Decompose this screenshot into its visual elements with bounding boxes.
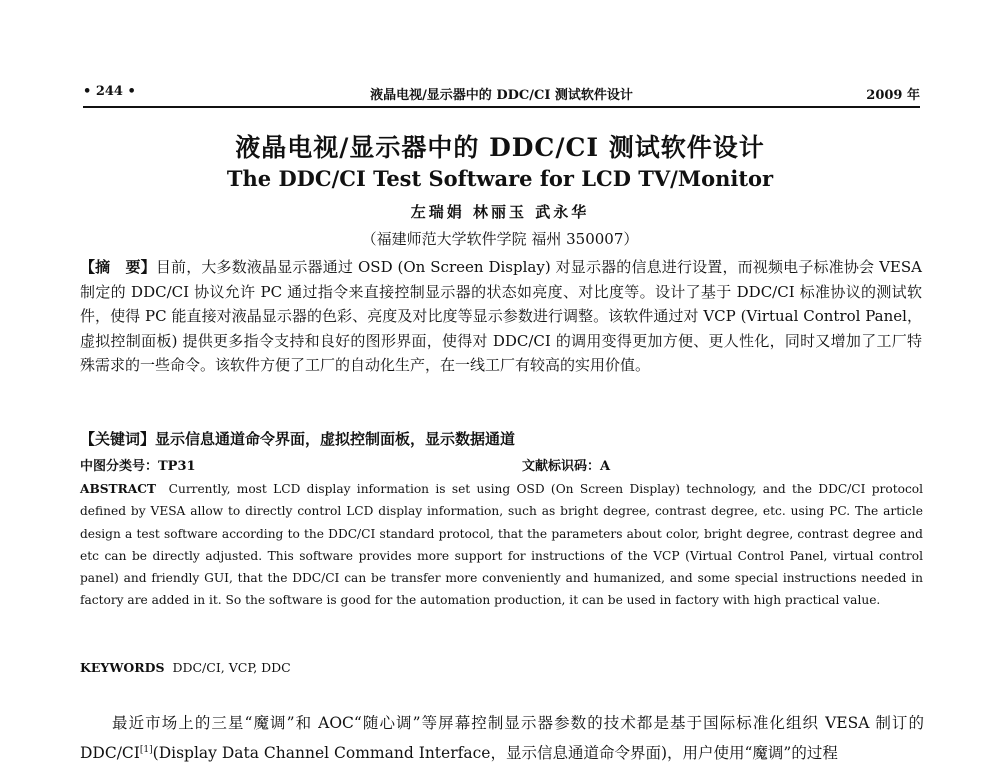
title-chinese: 液晶电视/显示器中的 DDC/CI 测试软件设计 bbox=[235, 133, 765, 162]
keywords-english-text: DDC/CI, VCP, DDC bbox=[172, 660, 291, 675]
keywords-chinese bbox=[80, 428, 515, 449]
keywords-chinese-label: 【关键词】 bbox=[80, 430, 156, 448]
affiliation: （福建师范大学软件学院 福州 350007） bbox=[361, 230, 639, 248]
document-code: 文献标识码：A bbox=[522, 459, 611, 474]
keywords-chinese-text: 显示信息通道命令界面，虚拟控制面板，显示数据通道 bbox=[155, 430, 516, 448]
classification-number: 中图分类号：TP31 bbox=[80, 459, 196, 474]
page-number: • 244 • bbox=[83, 84, 136, 99]
author-list: 左瑞娟 林丽玉 武永华 bbox=[410, 203, 590, 221]
publication-year: 2009 年 bbox=[866, 88, 920, 103]
abstract-chinese bbox=[80, 255, 922, 378]
keywords-english bbox=[80, 660, 291, 675]
title-english: The DDC/CI Test Software for LCD TV/Monitor bbox=[226, 166, 774, 191]
body-text-part-2: (Display Data Channel Command Interface，显示信息通道命令界面)，用户使用“魔调”的过程 bbox=[152, 744, 838, 763]
abstract-english bbox=[80, 478, 923, 612]
abstract-english-label: ABSTRACT bbox=[80, 482, 156, 496]
body-text-part-1: 最近市场上的三星“魔调”和 AOC“随心调”等屏幕控制显示器参数的技术都是基于国际标准化组织 VESA 制订的 DDC/CI bbox=[80, 714, 924, 763]
citation-reference: [1] bbox=[139, 745, 153, 755]
abstract-english-text: Currently, most LCD display information is set using OSD (On Screen Display) technology, and the DDC/CI protocol defined by VESA allow to directly control LCD display information, such as bright degree, contrast degree, etc. using PC. The article design a test software according to the DDC/CI standard protocol, that the parameters about color, bright degree, contrast degree and etc can be directly adjusted. This software provides more support for instructions of the VCP (Virtual Control Panel, virtual control panel) and friendly GUI, that the DDC/CI can be transfer more conveniently and humanized, and some special instructions needed in factory are added in it. So the software is good for the automation production, it can be used in factory with high practical value. bbox=[80, 482, 924, 608]
keywords-english-label: KEYWORDS bbox=[80, 660, 165, 675]
body-paragraph bbox=[80, 710, 924, 767]
abstract-chinese-text: 目前，大多数液晶显示器通过 OSD (On Screen Display) 对显示器的信息进行设置，而视频电子标准协会 VESA 制定的 DDC/CI 协议允许 PC 通过指令来直接控制显示器的状态如亮度、对比度等。设计了基于 DDC/CI 标准协议的测试软件，使得 PC 能直接对液晶显示器的色彩、亮度及对比度等显示参数进行调整。该软件通过对 VCP (Virtual Control Panel，虚拟控制面板) 提供更多指令支持和良好的图形界面，使得对 DDC/CI 的调用变得更加方便、更人性化，同时又增加了工厂特殊需求的一些命令。该软件方便了工厂的自动化生产，在一线工厂有较高的实用价值。 bbox=[80, 258, 922, 374]
running-header bbox=[83, 84, 920, 108]
classification-line bbox=[80, 455, 922, 473]
running-title: 液晶电视/显示器中的 DDC/CI 测试软件设计 bbox=[370, 88, 633, 103]
abstract-chinese-label: 【摘 要】 bbox=[80, 258, 156, 276]
